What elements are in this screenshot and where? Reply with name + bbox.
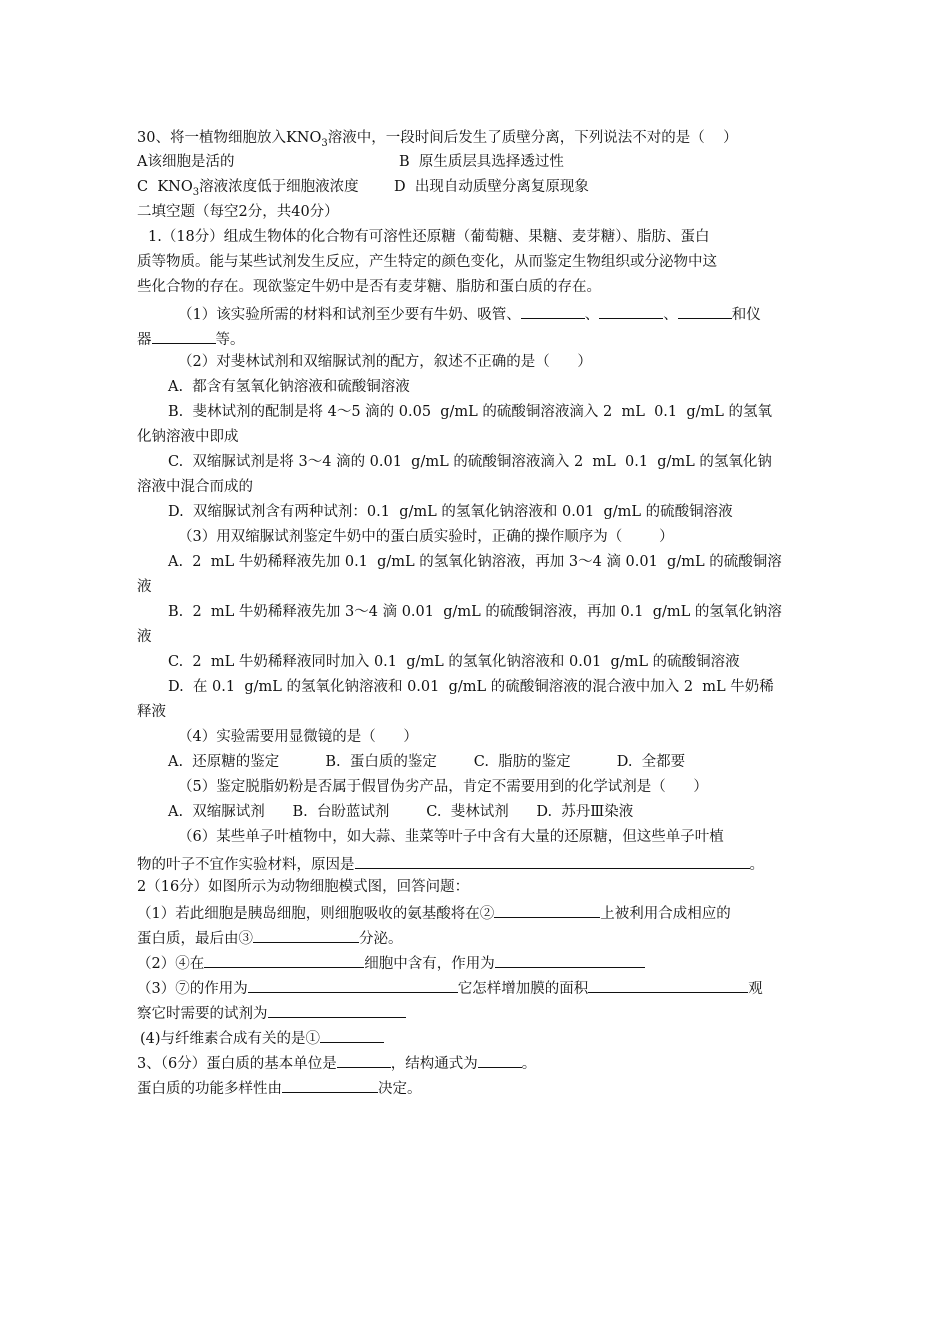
question-1-part-3-option-b: B. 2 mL 牛奶稀释液先加 3～4 滴 0.01 g/mL 的硫酸铜溶液，再加 0.1 g/mL 的氢氧化钠溶 <box>168 604 782 620</box>
question-1-part-5: （5）鉴定脱脂奶粉是否属于假冒伪劣产品，肯定不需要用到的化学试剂是（ ） <box>178 779 708 795</box>
answer-blank[interactable] <box>588 976 748 993</box>
answer-blank[interactable] <box>268 1001 406 1018</box>
answer-blank[interactable] <box>678 302 732 319</box>
question-30-option-d: D 出现自动质壁分离复原现象 <box>394 179 589 195</box>
answer-blank[interactable] <box>320 1026 384 1043</box>
question-1-part-4-options: A. 还原糖的鉴定 B. 蛋白质的鉴定 C. 脂肪的鉴定 D. 全都要 <box>168 754 686 770</box>
question-30-option-c: C $KNO_3$溶液浓度低于细胞液浓度 <box>137 179 359 198</box>
question-1-part-1-cont: 器 等。 <box>137 327 245 350</box>
question-1-part-3: （3）用双缩脲试剂鉴定牛奶中的蛋白质实验时，正确的操作顺序为（ ） <box>178 529 674 545</box>
question-1-part-2: （2）对斐林试剂和双缩脲试剂的配方，叙述不正确的是（ ） <box>178 354 592 370</box>
question-30-option-b: B 原生质层具选择透过性 <box>399 154 564 170</box>
question-1-part-2-option-b: B. 斐林试剂的配制是将 4～5 滴的 0.05 g/mL 的硫酸铜溶液滴入 2 mL 0.1 g/mL 的氢氧 <box>168 404 772 420</box>
question-3-stem: 3、（6分）蛋白质的基本单位是 ，结构通式为 。 <box>137 1051 536 1074</box>
question-2-part-1: （1）若此细胞是胰岛细胞，则细胞吸收的氨基酸将在② 上被利用合成相应的 <box>137 901 731 924</box>
question-2-part-1-cont: 蛋白质，最后由③ 分泌。 <box>137 926 403 949</box>
question-1-part-6: （6）某些单子叶植物中，如大蒜、韭菜等叶子中含有大量的还原糖，但这些单子叶植 <box>178 829 724 845</box>
answer-blank[interactable] <box>204 951 364 968</box>
answer-blank[interactable] <box>494 901 600 918</box>
question-1-part-3-option-a-cont: 液 <box>137 579 152 595</box>
question-1-part-3-option-d-cont: 释液 <box>137 704 166 720</box>
question-2-part-3: （3）⑦的作用为 它怎样增加膜的面积 观 <box>137 976 763 999</box>
question-1-part-1: （1）该实验所需的材料和试剂至少要有牛奶、吸管、 、 、 和仪 <box>178 302 761 325</box>
answer-blank[interactable] <box>282 1076 378 1093</box>
question-1-part-2-option-b-cont: 化钠溶液中即成 <box>137 429 239 445</box>
question-1-part-6-cont: 物的叶子不宜作实验材料，原因是 。 <box>137 852 764 875</box>
question-1-part-2-option-d: D. 双缩脲试剂含有两种试剂：0.1 g/mL 的氢氧化钠溶液和 0.01 g/mL 的硫酸铜溶液 <box>168 504 733 520</box>
section-2-title: 二填空题（每空2分，共40分） <box>137 204 339 220</box>
question-2-part-4: (4)与纤维素合成有关的是① <box>140 1026 384 1049</box>
question-1-part-3-option-c: C. 2 mL 牛奶稀释液同时加入 0.1 g/mL 的氢氧化钠溶液和 0.01 g/mL 的硫酸铜溶液 <box>168 654 740 670</box>
answer-blank[interactable] <box>248 976 458 993</box>
question-30-stem: 30、将一植物细胞放入$KNO_3$溶液中，一段时间后发生了质壁分离，下列说法不对的是（ ） <box>137 130 738 149</box>
question-1-part-2-option-c-cont: 溶液中混合而成的 <box>137 479 253 495</box>
question-1-intro-line-2: 质等物质。能与某些试剂发生反应，产生特定的颜色变化，从而鉴定生物组织或分泌物中这 <box>137 254 717 270</box>
answer-blank[interactable] <box>152 327 216 344</box>
question-1-part-4: （4）实验需要用显微镜的是（ ） <box>178 729 418 745</box>
question-1-part-3-option-a: A. 2 mL 牛奶稀释液先加 0.1 g/mL 的氢氧化钠溶液，再加 3～4 滴 0.01 g/mL 的硫酸铜溶 <box>168 554 782 570</box>
answer-blank[interactable] <box>521 302 585 319</box>
question-1-part-3-option-d: D. 在 0.1 g/mL 的氢氧化钠溶液和 0.01 g/mL 的硫酸铜溶液的混合液中加入 2 mL 牛奶稀 <box>168 679 774 695</box>
question-3-cont: 蛋白质的功能多样性由 决定。 <box>137 1076 422 1099</box>
question-1-intro-line-3: 些化合物的存在。现欲鉴定牛奶中是否有麦芽糖、脂肪和蛋白质的存在。 <box>137 279 601 295</box>
question-2-stem: 2（16分）如图所示为动物细胞模式图，回答问题： <box>137 879 470 895</box>
question-2-part-2: （2）④在 细胞中含有，作用为 <box>137 951 645 974</box>
answer-blank[interactable] <box>478 1051 522 1068</box>
question-1-intro-line-1: 1.（18分）组成生物体的化合物有可溶性还原糖（葡萄糖、果糖、麦芽糖）、脂肪、蛋白 <box>148 229 710 245</box>
question-1-part-2-option-a: A. 都含有氢氧化钠溶液和硫酸铜溶液 <box>168 379 410 395</box>
question-30-option-a: A该细胞是活的 <box>137 154 235 170</box>
question-1-part-2-option-c: C. 双缩脲试剂是将 3～4 滴的 0.01 g/mL 的硫酸铜溶液滴入 2 mL 0.1 g/mL 的氢氧化钠 <box>168 454 772 470</box>
answer-blank[interactable] <box>253 926 359 943</box>
answer-blank[interactable] <box>495 951 645 968</box>
question-2-part-3-cont: 察它时需要的试剂为 <box>137 1001 406 1024</box>
answer-blank[interactable] <box>337 1051 391 1068</box>
question-1-part-3-option-b-cont: 液 <box>137 629 152 645</box>
answer-blank[interactable] <box>599 302 663 319</box>
answer-blank[interactable] <box>355 852 750 869</box>
question-1-part-5-options: A. 双缩脲试剂 B. 台盼蓝试剂 C. 斐林试剂 D. 苏丹Ⅲ染液 <box>168 804 634 820</box>
